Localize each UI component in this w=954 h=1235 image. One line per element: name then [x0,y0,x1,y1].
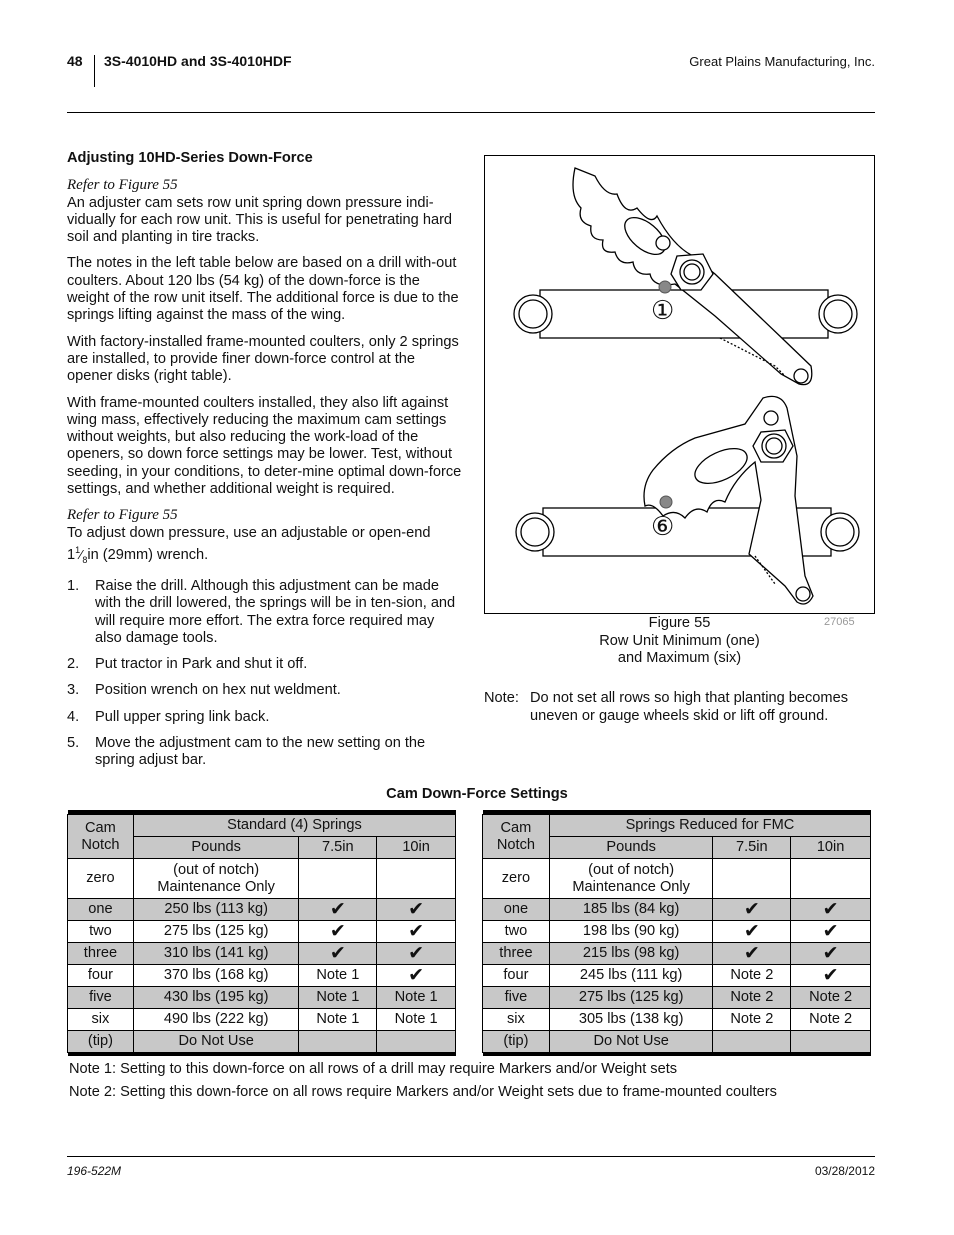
table-row [483,965,871,987]
check-icon: ✔ [713,899,791,921]
pounds-header: Pounds [133,837,299,859]
pounds-cell: 305 lbs (138 kg) [549,1009,713,1031]
pounds-cell: 198 lbs (90 kg) [549,921,713,943]
note-text: Do not set all rows so high that planting becomes uneven or gauge wheels skid or lift off ground. [530,690,848,724]
paragraph-3: With factory-installed frame-mounted coulters, only 2 springs are installed, to provide finer down-force control at the opener disks (right table). [67,333,459,385]
pounds-cell: 185 lbs (84 kg) [549,899,713,921]
notch-cell: zero [483,859,550,899]
check-icon: ✔ [299,899,377,921]
pounds-header: Pounds [549,837,713,859]
check-icon: ✔ [791,921,871,943]
notch-cell: two [483,921,550,943]
paragraph-5: To adjust down pressure, use an adjustable or open-end $1^1⁄_8in$ (29mm) wrench. [67,524,431,565]
step-number: 5. [67,735,80,752]
notch-cell: one [483,899,550,921]
step-item [67,682,462,699]
top-spring-bar [540,290,828,338]
notch-cell: four [68,965,134,987]
step-number: 2. [67,656,80,673]
notch-cell: two [68,921,134,943]
step-text: Raise the drill. Although this adjustment can be made with the drill lowered, the springs will be in ten-sion, and will require more effort. The extra force required may also damage tools. [95,578,456,646]
document-number: 196-522M [67,1164,122,1178]
pounds-cell: (out of notch) Maintenance Only [133,859,299,899]
table-title: Cam Down-Force Settings [386,786,568,802]
caption-line-3: and Maximum (six) [617,650,742,666]
cam-illustration [485,156,874,613]
notch-cell: four [483,965,550,987]
wrench-text-b: in (29mm) wrench. [87,546,209,563]
check-icon: ✔ [713,921,791,943]
figure-55-illustration [484,155,875,614]
pounds-cell: 245 lbs (111 kg) [549,965,713,987]
notch-cell: zero [68,859,134,899]
table-row [483,921,871,943]
notch-cell: three [68,943,134,965]
pounds-cell: Do Not Use [549,1031,713,1053]
check-icon: ✔ [377,921,456,943]
pounds-cell: 370 lbs (168 kg) [133,965,299,987]
notch-cell: six [68,1009,134,1031]
paragraph-1: An adjuster cam sets row unit spring down pressure indi-vidually for each row unit. This is useful for penetrating hard soil and planting in tire tracks. [67,194,453,246]
fraction-denominator: 8 [82,554,88,565]
fraction-numerator: 1 [75,544,81,555]
step-item [67,656,462,673]
check-icon: ✔ [377,965,456,987]
note-box [484,690,879,725]
step-item [67,735,462,770]
figure-code: 27065 [824,616,855,628]
group-header: Standard (4) Springs [133,815,455,837]
table-row [483,899,871,921]
header-divider [94,55,95,87]
step-item [67,709,462,726]
cell-75 [299,1031,377,1053]
notch-cell: three [483,943,550,965]
table-row [483,943,871,965]
check-icon: ✔ [377,899,456,921]
figure-reference-2: Refer to Figure 55 [67,507,178,524]
footer-rule [67,1156,875,1157]
wrench-text-a: To adjust down pressure, use an adjustable or open-end 1 [67,524,431,563]
cell-75: Note 1 [299,987,377,1009]
table-row [68,1031,456,1053]
cam-notch-header: Cam Notch [68,815,134,859]
cell-10: Note 1 [377,1009,456,1031]
notch-cell: five [483,987,550,1009]
pounds-cell: 310 lbs (141 kg) [133,943,299,965]
pounds-cell: 250 lbs (113 kg) [133,899,299,921]
bottom-pin-marker [660,496,672,508]
cell-10: Note 2 [791,1009,871,1031]
pounds-cell: (out of notch) Maintenance Only [549,859,713,899]
table-note-2: Note 2: Setting this down-force on all rows require Markers and/or Weight sets due to frame-mounted coulters [69,1084,777,1100]
cell-75 [713,1031,791,1053]
col-75-header: 7.5in [299,837,377,859]
step-number: 4. [67,708,80,725]
figure-caption [484,615,875,668]
setting-one-label: ① [651,296,675,326]
paragraph-2: The notes in the left table below are based on a drill with-out coulters. About 120 lbs (54 kg) of the down-force is the weight of the row unit itself. The additional force is due to the springs lifting against the mass of the wing. [67,255,459,324]
model-title: 3S-4010HD and 3S-4010HDF [104,53,292,69]
check-icon: ✔ [791,899,871,921]
step-text: Position wrench on hex nut weldment. [95,682,341,699]
col-75-header: 7.5in [713,837,791,859]
section-heading: Adjusting 10HD-Series Down-Force [67,150,313,166]
caption-title: Figure 55 [648,615,711,631]
page-number: 48 [67,53,83,69]
note-label: Note: [484,690,519,706]
table-row [483,1009,871,1031]
cell-10: Note 1 [377,987,456,1009]
notch-cell: (tip) [483,1031,550,1053]
figure-reference-1: Refer to Figure 55 [67,177,178,194]
instructions-column [67,150,462,779]
table-row [68,921,456,943]
cell-75: Note 1 [299,1009,377,1031]
notch-cell: one [68,899,134,921]
step-text: Move the adjustment cam to the new setting on the spring adjust bar. [95,735,426,769]
pounds-cell: 275 lbs (125 kg) [549,987,713,1009]
pounds-cell: 490 lbs (222 kg) [133,1009,299,1031]
document-date: 03/28/2012 [814,1164,875,1178]
top-pin-marker [659,281,671,293]
pounds-cell: Do Not Use [133,1031,299,1053]
header-rule [67,112,875,113]
cell-75: Note 1 [299,965,377,987]
paragraph-4: With frame-mounted coulters installed, they also lift against wing mass, effectively reducing the maximum cam settings without weights, but also reducing the work-load of the openers, so down force settings may be lower. Test, without seeding, in your conditions, to deter-mine optimal down-force settings, and whether additional weight is required. [67,394,462,498]
notch-cell: six [483,1009,550,1031]
check-icon: ✔ [791,965,871,987]
pounds-cell: 275 lbs (125 kg) [133,921,299,943]
cell-10 [791,859,871,899]
company-name: Great Plains Manufacturing, Inc. [689,54,875,69]
check-icon: ✔ [299,943,377,965]
cell-10: Note 2 [791,987,871,1009]
caption-line-2: Row Unit Minimum (one) [599,632,760,649]
table-row [68,899,456,921]
check-icon: ✔ [377,943,456,965]
step-text: Put tractor in Park and shut it off. [95,656,308,673]
cell-75 [299,859,377,899]
table-row [68,1009,456,1031]
steps-list [67,578,462,770]
cam-notch-header: Cam Notch [483,815,550,859]
notch-cell: five [68,987,134,1009]
cell-75: Note 2 [713,987,791,1009]
table-row [483,859,871,899]
cell-10 [377,859,456,899]
setting-six-label: ⑥ [651,512,675,542]
table-row [68,965,456,987]
standard-springs-table [67,810,456,1056]
pounds-cell: 215 lbs (98 kg) [549,943,713,965]
step-text: Pull upper spring link back. [95,708,270,725]
step-number: 1. [67,578,80,594]
notch-cell: (tip) [68,1031,134,1053]
cell-75 [713,859,791,899]
step-item [67,578,462,647]
cell-75: Note 2 [713,965,791,987]
reduced-springs-table [482,810,871,1056]
table-row [68,859,456,899]
col-10-header: 10in [377,837,456,859]
table-row [68,987,456,1009]
check-icon: ✔ [713,943,791,965]
step-number: 3. [67,682,80,699]
col-10-header: 10in [791,837,871,859]
table-row [483,1031,871,1053]
group-header: Springs Reduced for FMC [549,815,870,837]
cell-10 [377,1031,456,1053]
cell-10 [791,1031,871,1053]
check-icon: ✔ [299,921,377,943]
check-icon: ✔ [791,943,871,965]
table-note-1: Note 1: Setting to this down-force on all rows of a drill may require Markers and/or Weight sets [69,1061,678,1077]
table-row [483,987,871,1009]
cell-75: Note 2 [713,1009,791,1031]
pounds-cell: 430 lbs (195 kg) [133,987,299,1009]
table-row [68,943,456,965]
